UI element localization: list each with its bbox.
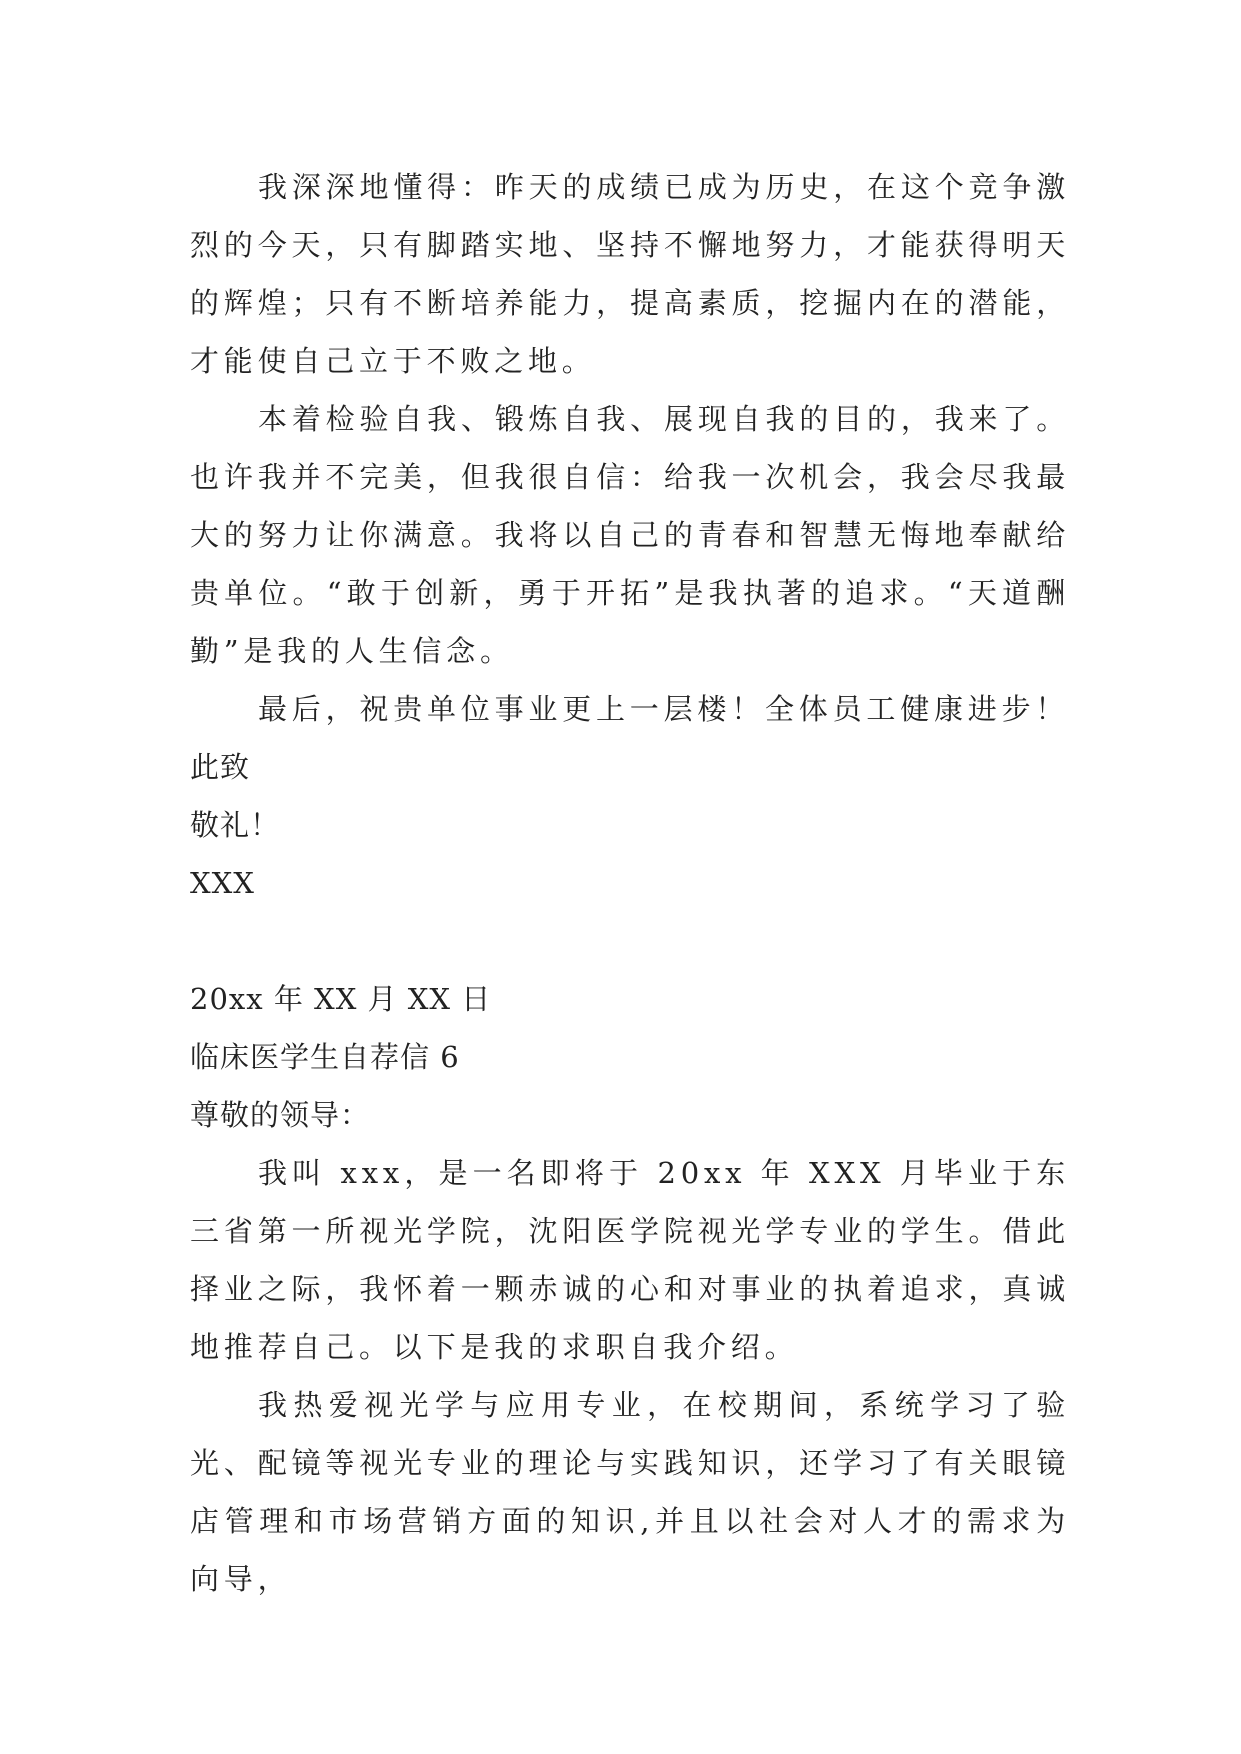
signature: XXX (190, 866, 255, 900)
paragraph-introduction: 我叫 xxx，是一名即将于 20xx 年 XXX 月毕业于东三省第一所视光学院，沈阳医学院视光学专业的学生。借此择业之际，我怀着一颗赤诚的心和对事业的执着追求，真诚地推荐自己。以下是我的求职自我介绍。 (190, 1156, 1070, 1364)
document-body (190, 158, 1070, 1608)
salutation: 尊敬的领导： (190, 1098, 371, 1132)
date-line: 20xx 年 XX 月 XX 日 (190, 982, 492, 1016)
paragraph-best-wishes: 最后，祝贵单位事业更上一层楼！全体员工健康进步！ (258, 692, 1070, 726)
paragraph-self-confidence: 本着检验自我、锻炼自我、展现自我的目的，我来了。也许我并不完美，但我很自信：给我一次机会，我会尽我最大的努力让你满意。我将以自己的青春和智慧无悔地奉献给贵单位。“敢于创新，勇于开拓”是我执著的追求。“天道酬勤”是我的人生信念。 (190, 402, 1070, 668)
closing-line-1: 此致 (190, 750, 251, 784)
spacer (190, 912, 1070, 970)
closing-line-2: 敬礼！ (190, 808, 281, 842)
paragraph-history: 我深深地懂得：昨天的成绩已成为历史，在这个竞争激烈的今天，只有脚踏实地、坚持不懈地努力，才能获得明天的辉煌；只有不断培养能力，提高素质，挖掘内在的潜能，才能使自己立于不败之地。 (190, 170, 1070, 378)
section-title: 临床医学生自荐信 6 (190, 1040, 460, 1074)
paragraph-studies: 我热爱视光学与应用专业，在校期间，系统学习了验光、配镜等视光专业的理论与实践知识，还学习了有关眼镜店管理和市场营销方面的知识,并且以社会对人才的需求为向导， (190, 1388, 1070, 1596)
